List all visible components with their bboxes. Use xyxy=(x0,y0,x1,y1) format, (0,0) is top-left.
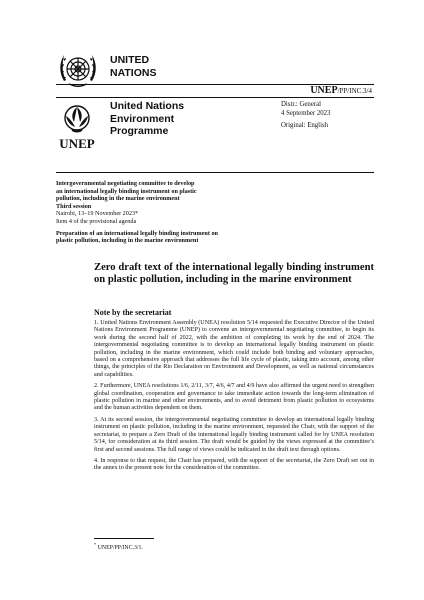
document-date: 4 September 2023 xyxy=(281,109,331,117)
agenda-item-title-line1: Preparation of an international legally binding instrument on xyxy=(56,229,218,237)
document-title: Zero draft text of the international legally binding instrument on plastic pollution, including in the marine environment xyxy=(94,262,374,286)
unep-name-line1: United Nations xyxy=(110,100,185,112)
unep-name-line3: Programme xyxy=(110,125,169,137)
distribution-info xyxy=(281,101,391,131)
committee-line2: an international legally binding instrument on plastic xyxy=(56,187,197,195)
original-language: Original: English xyxy=(281,122,329,130)
org-name-line1: UNITED xyxy=(110,54,150,66)
symbol-suffix: /PP/INC.3/4 xyxy=(337,87,372,95)
session-number: Third session xyxy=(56,202,92,210)
footnote-rule xyxy=(94,538,154,539)
org-name xyxy=(110,54,220,79)
body-text xyxy=(94,320,374,477)
meta-top-rule xyxy=(56,172,374,173)
agenda-item-title-line2: plastic pollution, including in the marine environment xyxy=(56,237,199,245)
unep-acronym: UNEP xyxy=(59,136,95,151)
symbol-main: UNEP xyxy=(310,85,338,96)
header-second-rule xyxy=(56,97,374,98)
unep-name-line2: Environment xyxy=(110,112,175,125)
distribution: Distr.: General xyxy=(281,101,322,108)
committee-line3: pollution, including in the marine environment xyxy=(56,195,180,203)
note-heading: Note by the secretariat xyxy=(94,308,172,317)
document-symbol xyxy=(272,84,372,97)
session-venue: Nairobi, 13–19 November 2023* xyxy=(56,210,139,218)
unep-logo-icon xyxy=(57,103,97,153)
footnote-marker: * xyxy=(94,542,97,547)
paragraph-1: 1. United Nations Environment Assembly (UNEA) resolution 5/14 requested the Executive Director of the United Nations Environment Programme (UNEP) to convene an intergovernmental negotiating committee, to begin its work during the second half of 2022, with the ambition of completing its work by the end of 2024. The intergovernmental negotiating committee is to develop an international legally binding instrument on plastic pollution, including in the marine environment, which could include both binding and voluntary approaches, based on a comprehensive approach that addresses the full life cycle of plastic, taking into account, among other things, the principles of the Rio Declaration on Environment and Development, as well as national circumstances and capabilities. xyxy=(94,320,374,378)
committee-line1: Intergovernmental negotiating committee to develop xyxy=(56,180,195,187)
paragraph-2: 2. Furthermore, UNEA resolutions 1/6, 2/11, 3/7, 4/6, 4/7 and 4/9 have also affirmed the urgent need to strengthen global coordination, cooperation and governance to take immediate action towards the long-term elimination of plastic pollution in marine and other environments, and to avoid detriment from plastic pollution to ecosystems and the human activities dependent on them. xyxy=(94,383,374,412)
footnote xyxy=(94,542,143,551)
session-meta xyxy=(56,180,336,245)
paragraph-3: 3. At its second session, the intergovernmental negotiating committee to develop an international legally binding instrument on plastic pollution, including in the marine environment, requested the Chair, with the support of the secretariat, to prepare a Zero Draft of the international legally binding instrument called for by UNEA resolution 5/14, for consideration at its third session. The draft would be guided by the views expressed at the committee’s first and second sessions. The full range of views could be indicated in the draft text through options. xyxy=(94,416,374,453)
paragraph-4: 4. In response to that request, the Chair has prepared, with the support of the secretariat, the Zero Draft set out in the annex to the present note for the consideration of the committee. xyxy=(94,457,374,472)
footnote-text: UNEP/PP/INC.3/1. xyxy=(96,544,143,551)
agenda-item: Item 4 of the provisional agenda xyxy=(56,217,137,225)
org-name-line2: NATIONS xyxy=(110,66,157,79)
unep-name xyxy=(110,100,250,138)
